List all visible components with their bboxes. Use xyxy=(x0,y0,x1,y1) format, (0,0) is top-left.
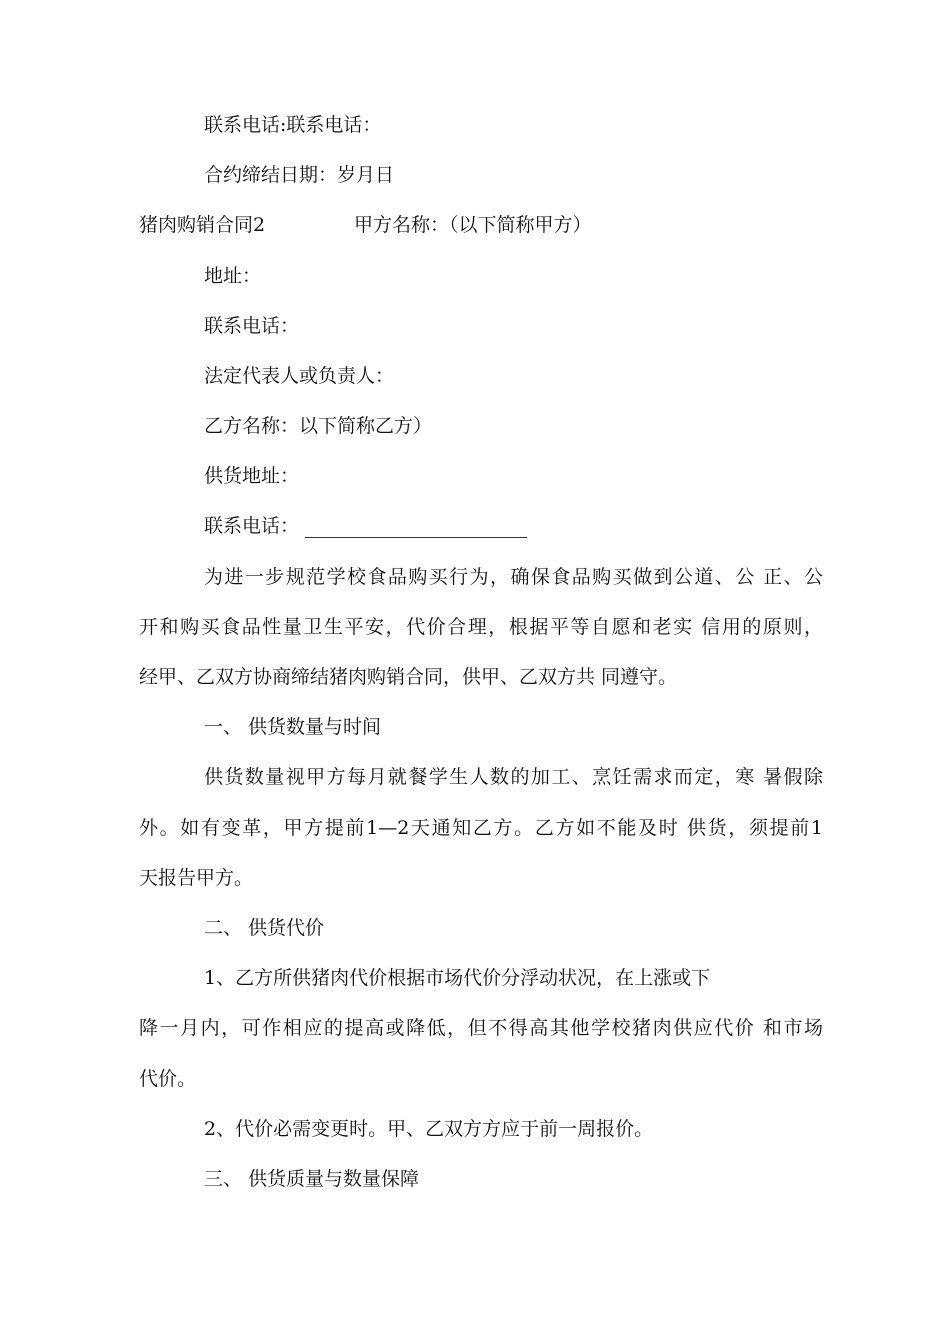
party-a-name-line: 甲方名称：（以下简称甲方） xyxy=(354,214,592,236)
party-a-phone-line: 联系电话： xyxy=(204,315,300,337)
legal-representative-line: 法定代表人或负责人： xyxy=(204,365,395,387)
party-b-phone-label: 联系电话： xyxy=(204,515,300,537)
party-b-phone-line xyxy=(204,514,527,538)
section-1-line-3: 天报告甲方。 xyxy=(139,867,254,889)
phone-blank-underline xyxy=(305,517,527,538)
section-1-line-2: 外。如有变革，甲方提前1—2天通知乙方。乙方如不能及时 供货，须提前1 xyxy=(139,817,823,839)
party-b-contact-phone-line: 联系电话:联系电话： xyxy=(204,114,382,136)
preamble-line-2: 开和购买食品性量卫生平安，代价合理，根据平等自愿和老实 信用的原则， xyxy=(139,616,823,638)
section-2-item-2: 2、代价必需变更时。甲、乙双方方应于前一周报价。 xyxy=(204,1118,654,1140)
preamble-line-3: 经甲、乙双方协商缔结猪肉购销合同，供甲、乙双方共 同遵守。 xyxy=(139,666,678,688)
section-2-item-1-line-1: 1、乙方所供猪肉代价根据市场代价分浮动状况，在上涨或下 xyxy=(204,967,711,989)
preamble-line-1: 为进一步规范学校食品购买行为，确保食品购买做到公道、公 正、公 xyxy=(204,566,823,588)
supply-address-line: 供货地址： xyxy=(204,465,300,487)
section-3-heading: 三、 供货质量与数量保障 xyxy=(204,1168,420,1190)
section-2-item-1-line-2: 降一月内，可作相应的提高或降低，但不得高其他学校猪肉供应代价 和市场 xyxy=(139,1017,823,1039)
party-b-name-line: 乙方名称：以下简称乙方） xyxy=(204,415,433,437)
section-1-heading: 一、 供货数量与时间 xyxy=(204,716,382,738)
section-2-item-1-line-3: 代价。 xyxy=(139,1068,197,1090)
section-2-heading: 二、 供货代价 xyxy=(204,917,325,939)
section-1-line-1: 供货数量视甲方每月就餐学生人数的加工、烹饪需求而定，寒 暑假除 xyxy=(204,766,823,788)
signing-date-line: 合约缔结日期：岁月日 xyxy=(204,164,395,186)
contract-title: 猪肉购销合同2 xyxy=(139,214,266,236)
party-a-address-line: 地址： xyxy=(204,265,262,287)
